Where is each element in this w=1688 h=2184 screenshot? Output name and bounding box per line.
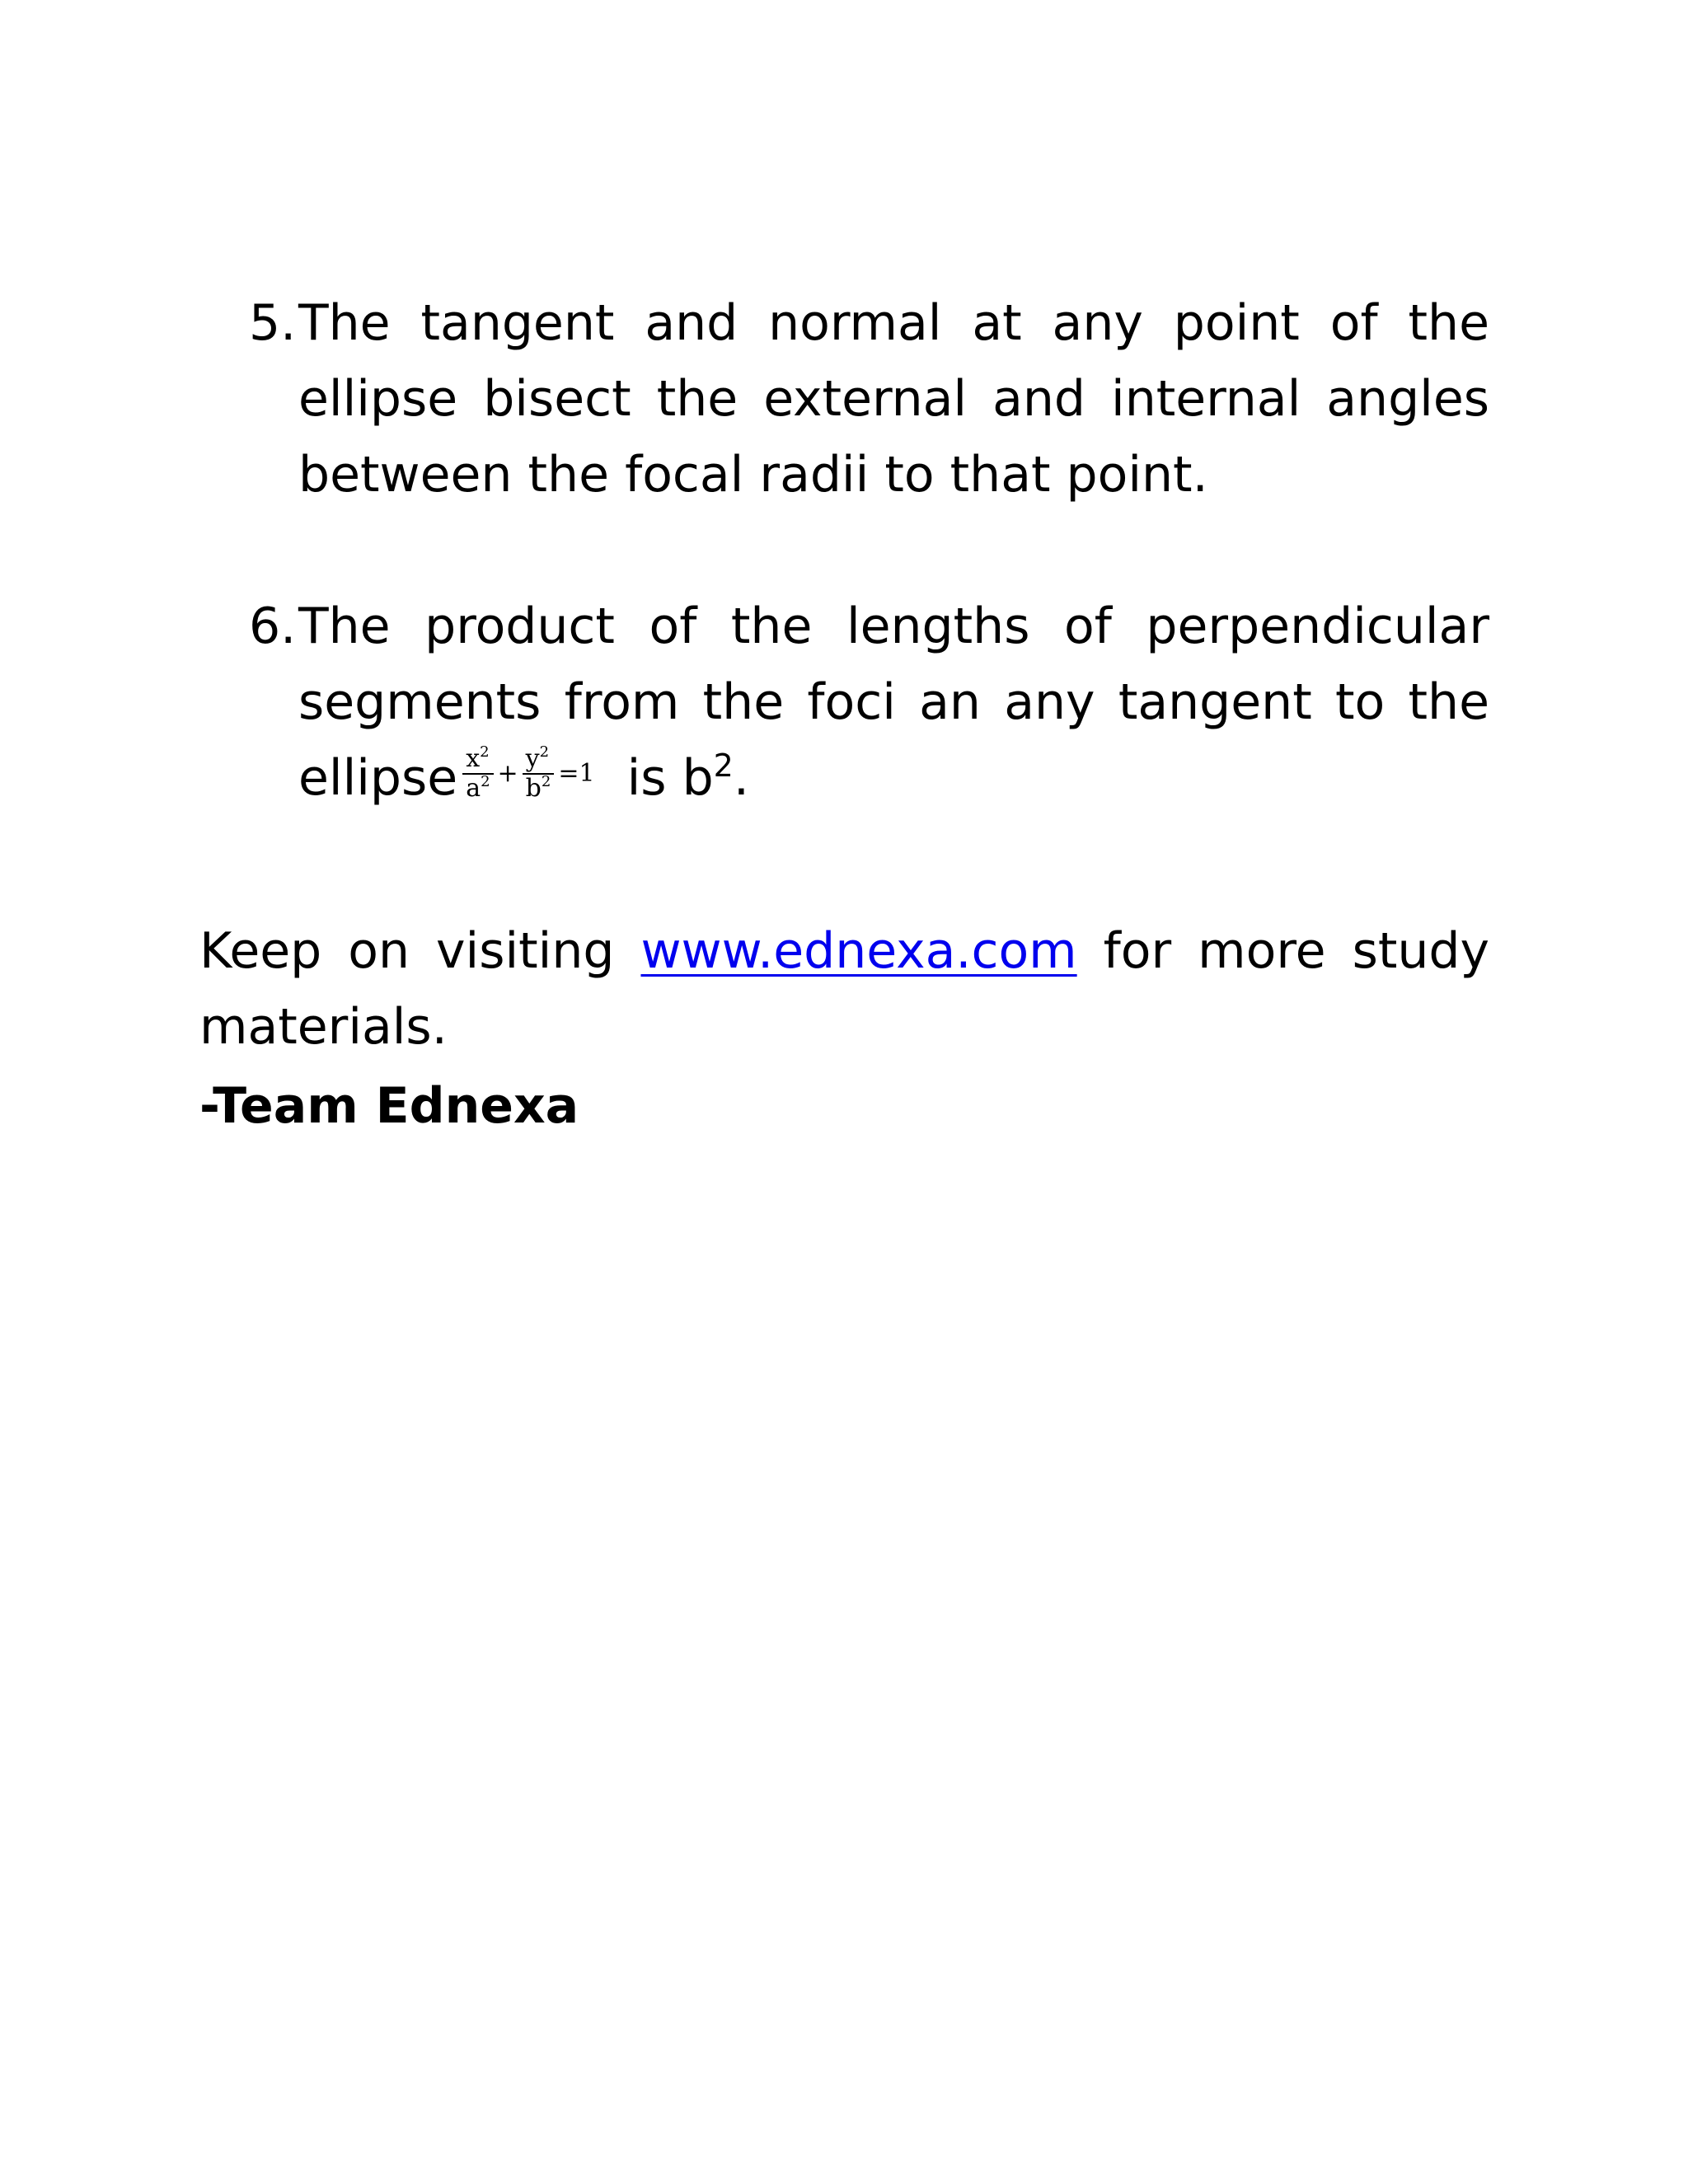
list-item-text [298, 588, 1489, 816]
closing-text-after: for more study [1103, 922, 1489, 980]
plus-sign: + [497, 759, 518, 789]
text-line-with-formula [298, 740, 1489, 816]
text-line: segments from the foci an any tangent to the [298, 673, 1489, 731]
list-item-number: 5. [249, 294, 297, 352]
text-line: The product of the lengths of perpendicular [298, 598, 1489, 655]
text-line: between the focal radii to that point. [298, 446, 1208, 504]
fraction-x-over-a [461, 743, 495, 804]
text-line: ellipse bisect the external and internal angles [298, 370, 1489, 428]
numerator [462, 743, 493, 775]
list-item-number: 6. [249, 598, 297, 655]
numerator [523, 743, 555, 775]
superscript: 2 [713, 748, 734, 784]
closing-line-2: materials. [199, 998, 448, 1056]
equals-one: =1 [558, 759, 595, 789]
variable: y [525, 744, 540, 774]
denominator [523, 773, 555, 804]
exponent: 2 [480, 743, 490, 762]
period: . [733, 749, 749, 807]
list-item-5 [249, 285, 1489, 513]
list-item-text [298, 285, 1489, 513]
closing-text-before: Keep on visiting [199, 922, 615, 980]
text-suffix: is b [626, 749, 714, 807]
closing-line-1 [199, 913, 1489, 989]
exponent: 2 [541, 773, 551, 791]
exponent: 2 [539, 743, 550, 762]
fraction-y-over-b [521, 743, 556, 804]
text-prefix: ellipse [298, 749, 458, 807]
closing-paragraph [199, 913, 1489, 1065]
variable: x [466, 744, 481, 774]
text-line: The tangent and normal at any point of the [298, 294, 1489, 352]
list-item-6 [249, 588, 1489, 816]
website-link[interactable]: www.ednexa.com [640, 922, 1077, 980]
exponent: 2 [481, 773, 490, 791]
variable: b [525, 774, 542, 804]
denominator [462, 773, 493, 804]
signature: -Team Ednexa [199, 1077, 579, 1135]
ellipse-equation [461, 743, 597, 804]
variable: a [466, 774, 481, 804]
